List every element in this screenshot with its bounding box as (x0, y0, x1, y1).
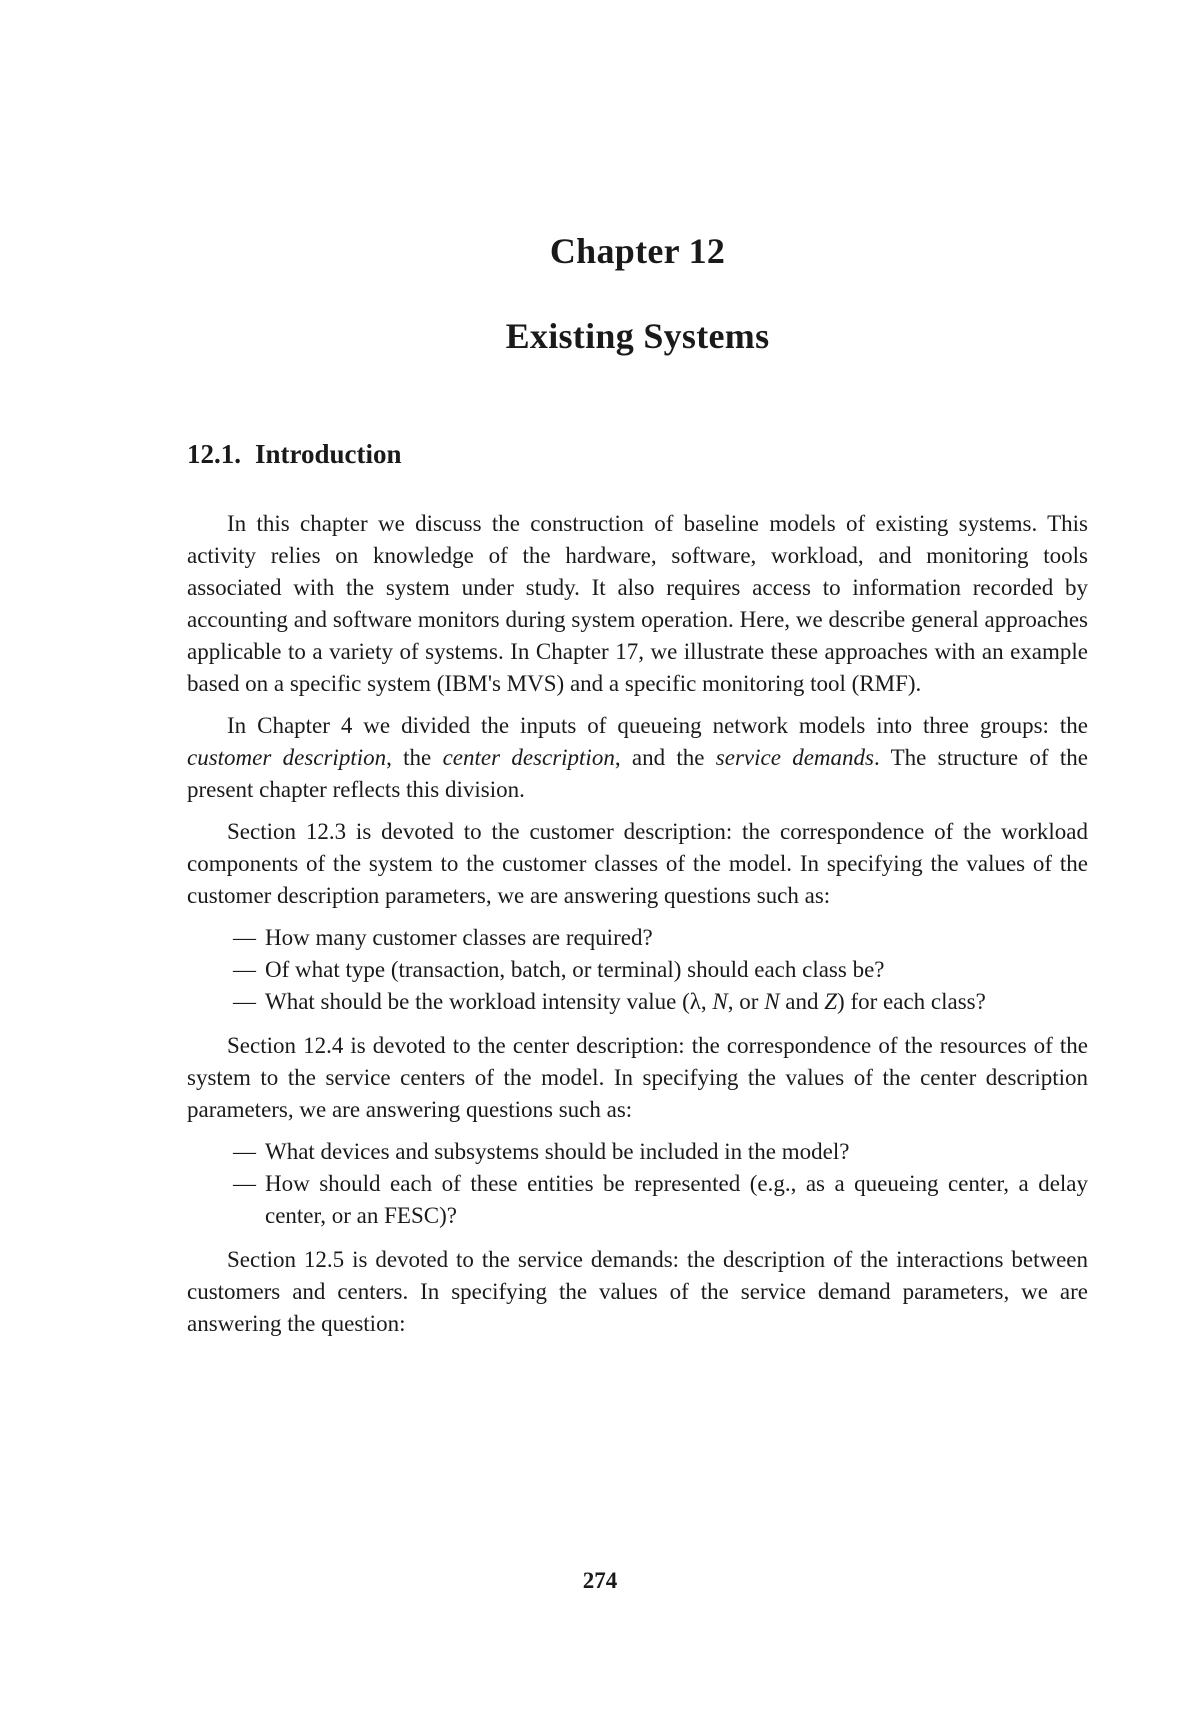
paragraph-intro: In this chapter we discuss the construction of baseline models of existing systems. This activity relies on knowledge of the hardware, software, workload, and monitoring tools associated with the system under study. It also requires access to information recorded by accounting and software monitors during system operation. Here, we describe general approaches applicable to a variety of systems. In Chapter 17, we illustrate these approaches with an example based on a specific system (IBM's MVS) and a specific monitoring tool (RMF). (187, 511, 1088, 696)
symbol-z: Z (824, 989, 838, 1014)
page-number: 274 (582, 1568, 618, 1593)
paragraph-inputs-text-3: , and the (614, 745, 716, 770)
paragraph-inputs-text-1: In Chapter 4 we divided the inputs of queueing network models into three groups: the (227, 713, 1088, 738)
list-item: — What devices and subsystems should be included in the model? (233, 1136, 1088, 1168)
paragraph-inputs-text-2: , the (386, 745, 443, 770)
section-number: 12.1. (187, 439, 241, 469)
list-item-text-4: ) for each class? (837, 989, 986, 1014)
list-item-text-3: and (779, 989, 825, 1014)
center-questions-list (187, 1136, 1088, 1232)
section-heading (187, 439, 1088, 470)
symbol-n-1: N (712, 989, 728, 1014)
paragraph-inputs (187, 710, 1088, 806)
symbol-n-2: N (764, 989, 780, 1014)
customer-questions-list (187, 922, 1088, 1018)
term-center-description: center description (442, 745, 615, 770)
list-item: — How should each of these entities be represented (e.g., as a queueing center, a delay center, or an FESC)? (233, 1168, 1088, 1232)
term-customer-description: customer description (187, 745, 387, 770)
section-title: Introduction (255, 439, 402, 469)
list-item: — How many customer classes are required? (233, 922, 1088, 954)
list-item (233, 986, 1088, 1018)
paragraph-service-demands: Section 12.5 is devoted to the service demands: the description of the interactions between customers and centers. In specifying the values of the service demand parameters, we are answering the question: (187, 1247, 1088, 1336)
paragraph-customer-description: Section 12.3 is devoted to the customer description: the correspondence of the workload components of the system to the customer classes of the model. In specifying the values of the customer description parameters, we are answering questions such as: (187, 819, 1088, 908)
list-item: — Of what type (transaction, batch, or terminal) should each class be? (233, 954, 1088, 986)
list-item-text-1: What should be the workload intensity value (λ, (265, 989, 713, 1014)
paragraph-inputs-text-4: . The structure of the present chapter reflects this division. (187, 745, 1088, 802)
chapter-number: Chapter 12 (549, 231, 726, 271)
term-service-demands: service demands (715, 745, 874, 770)
paragraph-center-description: Section 12.4 is devoted to the center description: the correspondence of the resources of the system to the service centers of the model. In specifying the values of the center description parameters, we are answering questions such as: (187, 1033, 1088, 1122)
list-item-text-2: , or (727, 989, 765, 1014)
chapter-title: Existing Systems (505, 316, 770, 356)
page-content (187, 230, 1088, 1350)
